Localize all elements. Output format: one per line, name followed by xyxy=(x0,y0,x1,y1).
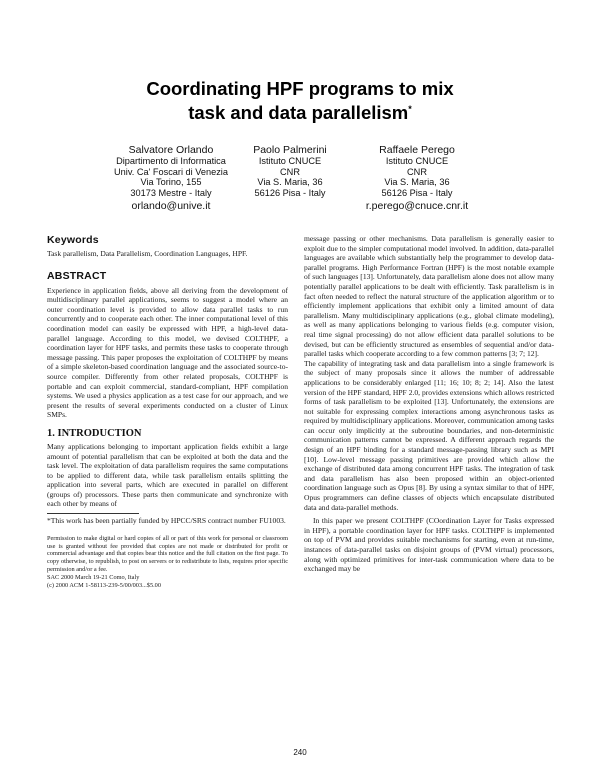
right-column xyxy=(304,234,554,574)
intro-text: Many applications belonging to important application fields exhibit a large amount of potential parallelism that can be exploited at both the data and the task level. The exploitation of data parallelism requires the same computations to be applied to different data, while task parallelism entails splitting the application into several parts, which are executed in parallel on different (groups of) processors. These parts then communicate and synchronize with each other by means of xyxy=(47,441,288,509)
title-line-2-text: task and data parallelism xyxy=(188,102,409,124)
title-line-1: Coordinating HPF programs to mix xyxy=(146,78,454,99)
keywords-text: Task parallelism, Data Parallelism, Coordination Languages, HPF. xyxy=(47,249,248,258)
abstract-heading: ABSTRACT xyxy=(47,269,107,282)
author-name: Salvatore Orlando xyxy=(128,144,214,156)
author-name: Paolo Palmerini xyxy=(253,144,327,156)
title-line-2 xyxy=(0,99,600,123)
author-block-1 xyxy=(96,144,246,212)
author-street: Via Torino, 155 xyxy=(140,177,202,188)
author-block-3 xyxy=(342,144,492,212)
paper-title xyxy=(0,78,600,123)
copyright-info: (c) 2000 ACM 1-58113-239-5/00/003...$5.00 xyxy=(47,582,161,590)
author-email: orlando@unive.it xyxy=(131,200,211,213)
footnote-rule xyxy=(47,513,139,514)
author-inst: Univ. Ca' Foscari di Venezia xyxy=(114,166,228,177)
author-city: 56126 Pisa - Italy xyxy=(254,187,326,198)
conference-info: SAC 2000 March 19-21 Como, Italy xyxy=(47,574,140,582)
author-dept: Istituto CNUCE xyxy=(385,156,449,166)
abstract-text: Experience in application fields, above all deriving from the development of multidisciplinary parallel applications, seems to suggest a model where an outer coordination level is provided to allow data parallel tasks to run concurrently and to cooperate each other. The inner computational level of this coordination model can easily be expressed with HPF, a high-level data-parallel language. According to this model, we devised COLTHPF, a coordination layer for HPF tasks, and permits these tasks to cooperate through message passing. This paper proposes the exploitation of COLTHPF by means of a simple skeleton-based coordination language and the associated source-to-source compiler. Differently from other related proposals, COLTHPF is portable and can exploit commercial, standard-compliant, HPF compilation systems. We used a physics application as a test case for our approach, and we present the results of several experiments conducted on a cluster of Linux SMPs. xyxy=(47,285,288,420)
right-paragraph-2: The capability of integrating task and data parallelism into a single framework is the subject of many proposals since it allows the number of addressable applications to be considerably enlarged [11; 16; 10; 8; 2; 14]. Also the latest version of the HPF standard, HPF 2.0, provides extensions which allows restricted forms of task parallelism to be exploited [13]. Unfortunately, the extensions are not suitable for expressing complex interactions among asynchronous tasks as required by multidisciplinary applications. Moreover, communication among tasks can occur only implicitly at the subroutine boundaries, and non-deterministic communication patterns cannot be expressed. A different approach regards the design of an HPF binding for a standard message-passing library such as MPI [10]. Low-level message passing primitives are provided which allow the exchange of distributed data among concurrent HPF tasks. The integration of task and data parallelism has also been proposed within an object-oriented coordination language such as Opus [8]. By using a syntax similar to that of HPF, Opus programmers can define classes of objects which encapsulate distributed data and data-parallel methods. xyxy=(304,358,554,512)
author-street: Via S. Maria, 36 xyxy=(257,177,323,188)
right-paragraph-3: In this paper we present COLTHPF (COordination Layer for Tasks expressed in HPF), a portable coordination layer for HPF tasks. COLTHPF is implemented on top of PVM and provides suitable mechanisms for starting, even at run-time, instances of data-parallel tasks on disjoint groups of (PVM virtual) processors, along with optimized primitives for inter-task communication where data to be exchanged may be xyxy=(304,516,554,574)
author-inst: CNR xyxy=(280,166,300,177)
author-city: 56126 Pisa - Italy xyxy=(381,187,453,198)
author-street: Via S. Maria, 36 xyxy=(384,177,450,188)
author-name: Raffaele Perego xyxy=(379,144,455,156)
title-footnote-mark: * xyxy=(408,104,412,114)
author-city: 30173 Mestre - Italy xyxy=(130,187,212,198)
right-paragraph-1: message passing or other mechanisms. Data parallelism is generally easier to exploit due to the simpler computational model involved. In addition, data-parallel languages are available which substantially help the programmer to develop data-parallel programs. High Performance Fortran (HPF) is the most notable example of such languages [13]. Unfortunately, data parallelism alone does not allow many potentially parallel applications to be dealt with efficiently. Task parallelism is in fact often needed to reflect the natural structure of the application algorithm or to efficiently implement applications that exhibit only a limited amount of data parallelism. Many multidisciplinary applications (e.g., global climate modeling), as well as many applications belonging to various fields (e.g. computer vision, real time signal processing) do not allow efficient data parallel solutions to be devised, but can be efficiently structured as ensembles of sequential and/or data-parallel tasks which cooperate according to a few common patterns [3; 7; 12]. xyxy=(304,234,554,359)
author-block-2 xyxy=(228,144,352,198)
author-email: r.perego@cnuce.cnr.it xyxy=(365,200,469,213)
left-column xyxy=(47,234,288,590)
author-dept: Istituto CNUCE xyxy=(258,156,322,166)
intro-heading: 1. INTRODUCTION xyxy=(47,427,142,439)
page-number: 240 xyxy=(293,748,307,757)
permission-notice: Permission to make digital or hard copies of all or part of this work for personal or classroom use is granted without fee provided that copies are not made or distributed for profit or commercial advantage and that copies bear this notice and the full citation on the first page. To copy otherwise, to republish, to post on servers or to redistribute to lists, requires prior specific permission and/or a fee. xyxy=(47,534,288,574)
keywords-heading: Keywords xyxy=(47,234,99,246)
footnote-text: *This work has been partially funded by HPCC/SRS contract number FU1003. xyxy=(47,516,286,526)
author-dept: Dipartimento di Informatica xyxy=(116,156,226,166)
author-inst: CNR xyxy=(407,166,427,177)
